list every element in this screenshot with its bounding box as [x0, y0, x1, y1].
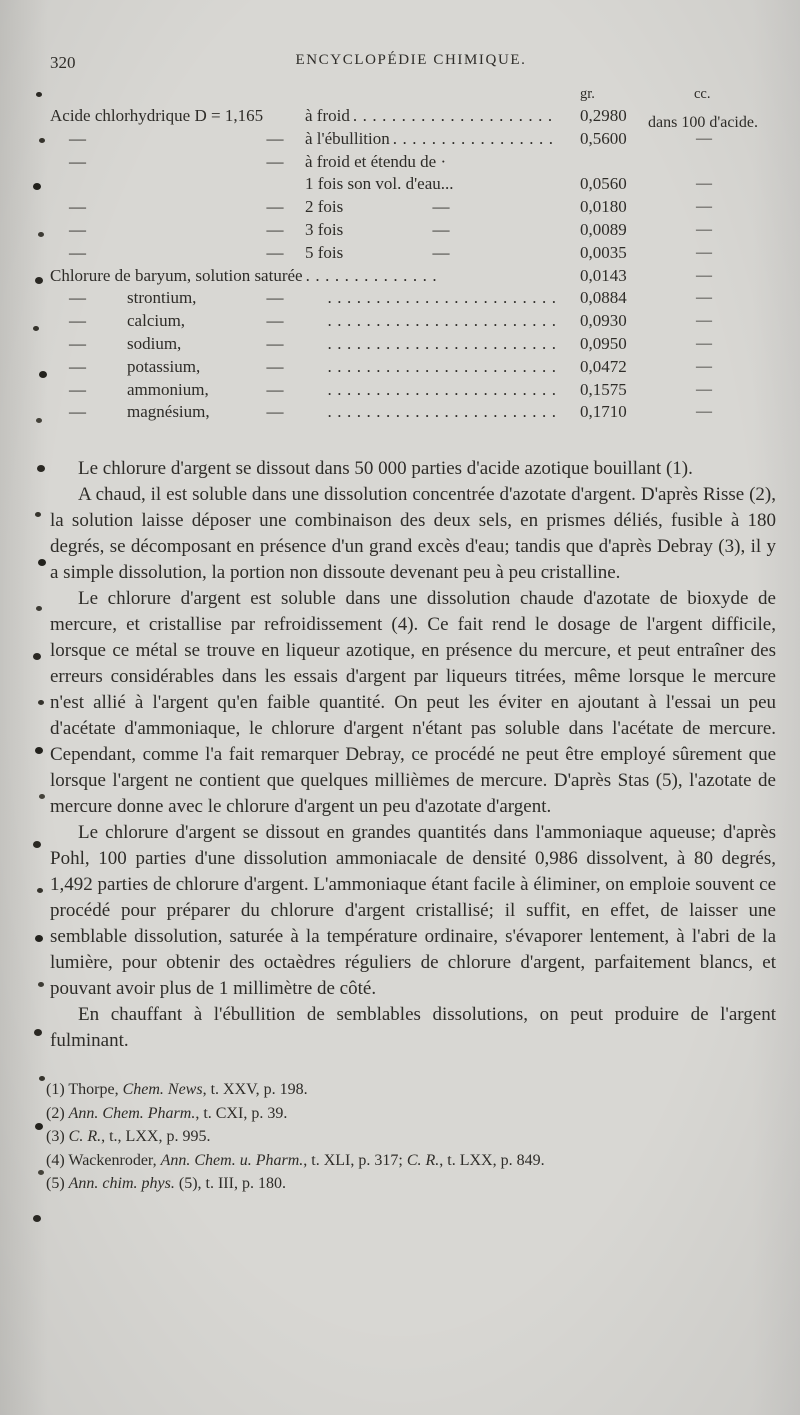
condition-label: à l'ébullition: [305, 128, 390, 148]
paragraph: Le chlorure d'argent est soluble dans une dissolution chaude d'azotate de bioxyde de mercure, et cristallise par refroidissement (4). Ce fait rend le dosage de l'argent difficile, lorsque ce métal se trouve en liqueur azotique, en présence du mercure, et peut entraîner des erreurs considérables dans les essais d'argent par liqueurs titrées, même lorsque le mercure n'est allié à l'argent qu'en faible quantité. On peut les éviter en ajoutant à l'essai un peu d'acétate d'ammoniaque, le chlorure d'argent n'étant pas soluble dans l'acétate de mercure. Cependant, comme l'a fait remarquer Debray, ce procédé ne peut être employé sûrement que lorsque l'argent ne contient que quelques millièmes de mercure. D'après Stas (5), l'azotate de mercure donne avec le chlorure d'argent un peu d'azotate d'argent.: [50, 588, 776, 818]
ditto-dash-cell: —: [69, 402, 86, 422]
table-row: [50, 287, 776, 310]
substance-cell: [105, 242, 245, 265]
ditto-dash-cell: —: [69, 379, 86, 399]
dot-leader: ........................: [308, 379, 562, 399]
unit-cell: —: [648, 243, 712, 261]
substance-cell: [105, 356, 245, 379]
table-row: [50, 265, 776, 288]
value-cell: 0,0930: [580, 311, 627, 331]
table-row: [50, 151, 776, 174]
table-row: [50, 242, 776, 265]
table-row: [50, 173, 776, 196]
substance-label: strontium,: [127, 288, 197, 308]
unit-cell: —: [648, 380, 712, 398]
substance-label: Acide chlorhydrique D = 1,165: [50, 106, 264, 125]
footnote-text: , t. XXV, p. 198.: [202, 1081, 308, 1099]
value-cell: 0,1710: [580, 402, 627, 422]
table-unit-header-row: [50, 84, 776, 105]
substance-cell: [105, 379, 245, 402]
value-cell: 0,0560: [580, 174, 627, 194]
dot-leader: ........................: [308, 311, 562, 331]
value-cell: 0,0035: [580, 242, 627, 262]
ditto-dash-cell: —: [266, 311, 284, 331]
unit-cell: —: [648, 334, 712, 352]
ditto-dash-cell: —: [266, 242, 284, 262]
footnote-journal: C. R.: [406, 1151, 440, 1169]
footnote-text: , t. XLI, p. 317;: [303, 1151, 407, 1169]
footnote-journal: Chem. News: [122, 1081, 203, 1099]
value-cell: 0,0089: [580, 219, 627, 239]
footnote: [46, 1172, 776, 1196]
ditto-dash-cell: —: [69, 219, 86, 239]
header-title: ENCYCLOPÉDIE CHIMIQUE.: [295, 52, 527, 68]
table-row: [50, 356, 776, 379]
condition-cell: [305, 401, 576, 424]
condition-label: 3 fois —: [305, 219, 450, 239]
footnote: [46, 1149, 776, 1173]
dot-leader: ........................: [308, 288, 562, 308]
table-row: [50, 401, 776, 424]
table-row: [50, 379, 776, 402]
ditto-dash-cell: —: [69, 128, 86, 148]
value-cell: 0,0472: [580, 356, 627, 376]
substance-label: potassium,: [127, 356, 201, 376]
condition-cell: [305, 219, 576, 242]
footnote-text: , t. CXI, p. 39.: [195, 1104, 288, 1122]
unit-cell: —: [648, 129, 712, 147]
unit-cell: —: [648, 289, 712, 307]
paragraph: En chauffant à l'ébullition de semblables dissolutions, on peut produire de l'argent fulminant.: [50, 1004, 776, 1052]
gram-unit-header: gr.: [580, 86, 595, 102]
condition-label: 1 fois son vol. d'eau...: [305, 174, 454, 194]
dot-leader: ..............: [305, 265, 443, 285]
footnote-text: (5), t. III, p. 180.: [174, 1175, 286, 1193]
condition-cell: [305, 128, 576, 151]
unit-cell: —: [648, 266, 712, 284]
footnote-text: (5): [46, 1175, 69, 1193]
substance-cell: [105, 219, 245, 242]
substance-cell: [105, 333, 245, 356]
empty-cell: [105, 84, 245, 105]
condition-cell: [305, 173, 576, 196]
footnotes: [46, 1078, 776, 1196]
value-cell: 0,1575: [580, 379, 627, 399]
unit-cell: —: [648, 403, 712, 421]
substance-label: ammonium,: [127, 379, 209, 399]
substance-label: sodium,: [127, 333, 182, 353]
ditto-dash-cell: —: [69, 197, 86, 217]
footnote-text: (4) Wackenroder,: [46, 1151, 161, 1169]
dot-leader: .................: [392, 128, 559, 148]
footnote-journal: Ann. Chem. Pharm.: [68, 1104, 196, 1122]
table-row: [50, 105, 776, 131]
dot-leader: .....................: [352, 106, 558, 125]
footnote-text: , t. LXX, p. 849.: [439, 1151, 545, 1169]
footnote: [46, 1125, 776, 1149]
ditto-dash-cell: —: [266, 402, 284, 422]
body-paragraphs: [50, 456, 776, 1054]
value-cell: 0,5600: [580, 128, 627, 148]
ditto-dash-cell: [50, 173, 105, 196]
unit-cell: —: [648, 312, 712, 330]
footnote-journal: Ann. chim. phys.: [68, 1175, 175, 1193]
dot-leader: ........................: [308, 356, 562, 376]
empty-cell: [245, 84, 305, 105]
substance-cell: [105, 173, 245, 196]
footnote-text: (2): [46, 1104, 69, 1122]
value-cell: 0,0884: [580, 288, 627, 308]
condition-cell: [305, 333, 576, 356]
value-cell: 0,0950: [580, 333, 627, 353]
ditto-dash-cell: —: [266, 219, 284, 239]
condition-cell: [305, 196, 576, 219]
substance-cell: [105, 128, 245, 151]
unit-cell: —: [648, 220, 712, 238]
ditto-dash-cell: —: [266, 128, 284, 148]
ditto-dash-cell: —: [266, 197, 284, 217]
condition-cell: [305, 242, 576, 265]
ditto-dash-cell: —: [266, 288, 284, 308]
condition-label: 5 fois —: [305, 242, 450, 262]
value-cell: 0,0180: [580, 197, 627, 217]
running-header: [50, 52, 772, 74]
footnote-text: (1) Thorpe,: [46, 1081, 123, 1099]
substance-label: magnésium,: [127, 402, 210, 422]
unit-cell: dans 100 d'acide.: [648, 114, 758, 131]
condition-cell: [305, 356, 576, 379]
page-number: 320: [50, 53, 76, 72]
ditto-dash-cell: —: [69, 311, 86, 331]
ditto-dash-cell: —: [69, 333, 86, 353]
dot-leader: ........................: [308, 402, 562, 422]
footnote-text: (3): [46, 1128, 69, 1146]
footnote: [46, 1102, 776, 1126]
condition-label: 2 fois —: [305, 197, 450, 217]
condition-cell: [305, 105, 576, 128]
footnote: [46, 1078, 776, 1102]
ditto-dash-cell: —: [266, 151, 284, 171]
unit-cell: —: [648, 357, 712, 375]
footnote-text: , t., LXX, p. 995.: [101, 1128, 211, 1146]
substance-cell: [105, 401, 245, 424]
ditto-dash-cell: —: [69, 288, 86, 308]
value-cell: 0,0143: [580, 265, 627, 285]
ditto-dash-cell: —: [266, 333, 284, 353]
condition-label: à froid et étendu de ·: [305, 151, 447, 171]
ditto-dash-cell: —: [69, 356, 86, 376]
paragraph: Le chlorure d'argent se dissout en grandes quantités dans l'ammoniaque aqueuse; d'après Pohl, 100 parties d'une dissolution ammoniacale de densité 0,986 dissolvent, à 80 degrés, 1,492 parties de chlorure d'argent. L'ammoniaque étant facile à éliminer, on emploie souvent ce procédé pour préparer du chlorure d'argent cristallisé; il suffit, en effet, de laisser une semblable dissolution, saturée à la température ordinaire, s'évaporer lentement, à l'abri de la lumière, pour obtenir des octaèdres réguliers de chlorure d'argent, parfaitement blancs, et pouvant avoir plus de 1 millimètre de côté.: [50, 822, 776, 1000]
condition-cell: [305, 310, 576, 333]
substance-cell: [105, 151, 245, 174]
value-cell: [576, 151, 648, 174]
empty-cell: [50, 84, 105, 105]
ditto-dash-cell: —: [69, 151, 86, 171]
substance-cell: [105, 287, 245, 310]
condition-cell: [305, 287, 576, 310]
paragraph: Le chlorure d'argent se dissout dans 50 000 parties d'acide azotique bouillant (1).: [78, 458, 693, 480]
footnote-journal: Ann. Chem. u. Pharm.: [160, 1151, 304, 1169]
table-row: [50, 310, 776, 333]
condition-cell: [305, 151, 576, 174]
solubility-table: [50, 84, 776, 424]
ditto-dash-cell: —: [69, 242, 86, 262]
table-row: [50, 333, 776, 356]
substance-cell: [105, 310, 245, 333]
ditto-dash-cell: —: [266, 356, 284, 376]
unit-cell: [648, 151, 776, 174]
empty-cell: [305, 84, 576, 105]
unit-cell: —: [648, 175, 712, 193]
substance-cell: [105, 196, 245, 219]
unit-cell: —: [648, 198, 712, 216]
scan-artifacts: [36, 92, 42, 97]
condition-cell: [305, 379, 576, 402]
table-row: [50, 196, 776, 219]
substance-label: calcium,: [127, 311, 186, 331]
substance-cell: [50, 265, 576, 288]
value-cell: 0,2980: [580, 106, 627, 125]
condition-label: à froid: [305, 106, 350, 125]
substance-label: Chlorure de baryum, solution saturée: [50, 265, 303, 285]
table-rows: [50, 105, 776, 424]
paragraph: A chaud, il est soluble dans une dissolution concentrée d'azotate d'argent. D'après Risse (2), la solution laisse déposer une combinaison des deux sels, en prismes déliés, fusible à 180 degrés, se décomposant en présence d'un grand excès d'eau; tandis que d'après Debray (3), il y a simple dissolution, la portion non dissoute devenant peu à peu cristalline.: [50, 484, 776, 584]
ditto-dash-cell: —: [266, 379, 284, 399]
cc-unit-header: cc.: [694, 86, 711, 102]
dot-leader: ........................: [308, 333, 562, 353]
table-row: [50, 219, 776, 242]
substance-cell: [50, 105, 305, 128]
page-content: [46, 84, 776, 1196]
footnote-journal: C. R.: [68, 1128, 102, 1146]
ditto-dash-cell: [245, 173, 305, 196]
